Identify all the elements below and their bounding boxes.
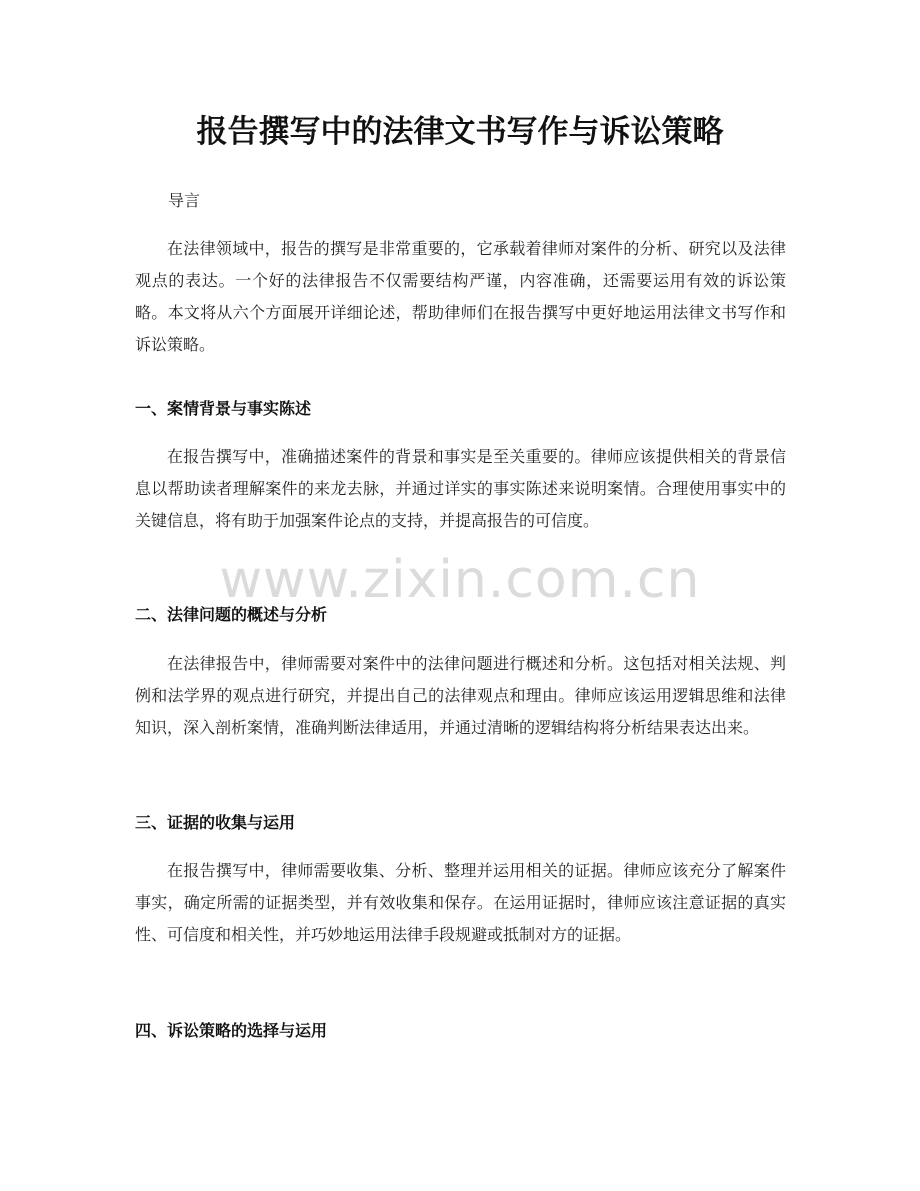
section-heading-2: 二、法律问题的概述与分析: [135, 605, 328, 624]
section-paragraph-1: 在报告撰写中，准确描述案件的背景和事实是至关重要的。律师应该提供相关的背景信息以帮助读者理解案件的来龙去脉，并通过详实的事实陈述来说明案情。合理使用事实中的关键信息，将有助于加强案件论点的支持，并提高报告的可信度。: [135, 447, 786, 530]
section-heading-1: 一、案情背景与事实陈述: [135, 399, 312, 418]
watermark: www.zixin.com.cn: [219, 550, 701, 610]
section-paragraph-3: 在报告撰写中，律师需要收集、分析、整理并运用相关的证据。律师应该充分了解案件事实，确定所需的证据类型，并有效收集和保存。在运用证据时，律师应该注意证据的真实性、可信度和相关性，并巧妙地运用法律手段规避或抵制对方的证据。: [135, 861, 786, 944]
intro-paragraph: 在法律领域中，报告的撰写是非常重要的，它承载着律师对案件的分析、研究以及法律观点的表达。一个好的法律报告不仅需要结构严谨，内容准确，还需要运用有效的诉讼策略。本文将从六个方面展开详细论述，帮助律师们在报告撰写中更好地运用法律文书写作和诉讼策略。: [135, 239, 786, 354]
section-paragraph-2: 在法律报告中，律师需要对案件中的法律问题进行概述和分析。这包括对相关法规、判例和法学界的观点进行研究，并提出自己的法律观点和理由。律师应该运用逻辑思维和法律知识，深入剖析案情，准确判断法律适用，并通过清晰的逻辑结构将分析结果表达出来。: [135, 654, 786, 737]
intro-label: 导言: [168, 191, 201, 210]
section-heading-4: 四、诉讼策略的选择与运用: [135, 1021, 328, 1040]
document-title: 报告撰写中的法律文书写作与诉讼策略: [196, 114, 724, 150]
section-heading-3: 三、证据的收集与运用: [135, 813, 296, 832]
